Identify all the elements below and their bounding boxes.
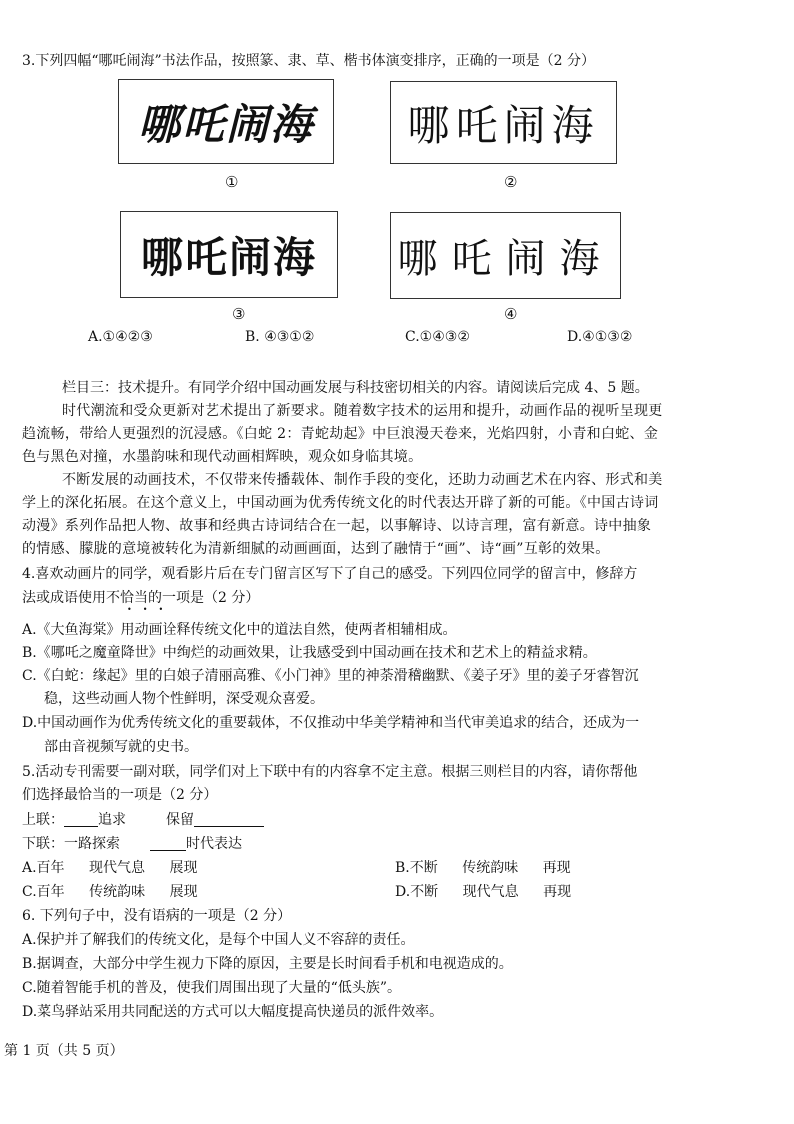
section3-intro: 栏目三：技术提升。有同学介绍中国动画发展与科技密切相关的内容。请阅读后完成 4、5 题。: [62, 380, 649, 396]
q3-option-a[interactable]: A.①④②③: [88, 329, 153, 345]
artwork-label-4: ④: [504, 305, 518, 323]
passage-p1-line1: 时代潮流和受众更新对艺术提出了新要求。随着数字技术的运用和提升，动画作品的视听呈现更: [62, 403, 663, 419]
opt-d-part3: 再现: [543, 884, 572, 900]
opt-c-part3: 展现: [169, 884, 198, 900]
calligraphy-artwork-3: [120, 211, 338, 298]
q4-option-c-line1[interactable]: C.《白蛇：缘起》里的白娘子清丽高雅、《小门神》里的神荼滑稽幽默、《姜子牙》里的姜子牙睿智沉: [22, 668, 639, 684]
opt-a-part2: 现代气息: [89, 860, 146, 876]
q5-stem-line2: 们选择最恰当的一项是（2 分）: [22, 787, 218, 803]
artwork-label-1: ①: [225, 173, 239, 191]
couplet-lower-word1: 时代表达: [186, 836, 242, 852]
couplet-upper: [22, 809, 264, 831]
passage-p2-line4: 的情感、朦胧的意境被转化为清新细腻的动画画面，达到了融情于“画”、诗“画”互彰的效果。: [22, 541, 610, 557]
q4-stem-line1: 4.喜欢动画片的同学，观看影片后在专门留言区写下了自己的感受。下列四位同学的留言中，修辞方: [22, 566, 638, 582]
q4-option-a[interactable]: A.《大鱼海棠》用动画诠释传统文化中的道法自然，使两者相辅相成。: [22, 622, 457, 638]
opt-b-part1: B.不断: [395, 860, 438, 876]
q3-option-b[interactable]: B. ④③①②: [245, 329, 315, 345]
opt-a-part3: 展现: [169, 860, 198, 876]
artwork-2-text: 哪吒闹海: [407, 100, 600, 150]
q4-option-b[interactable]: B.《哪吒之魔童降世》中绚烂的动画效果，让我感受到中国动画在技术和艺术上的精益求精。: [22, 645, 597, 661]
opt-a-part1: A.百年: [22, 860, 65, 876]
q6-option-c[interactable]: C.随着智能手机的普及，使我们周围出现了大量的“低头族”。: [22, 980, 401, 996]
opt-c-part1: C.百年: [22, 884, 65, 900]
couplet-lower-label: 下联：一路探索: [22, 836, 120, 852]
q4-option-c-line2[interactable]: 稳，这些动画人物个性鲜明，深受观众喜爱。: [44, 691, 324, 707]
couplet-upper-word1: 追求: [98, 812, 126, 828]
artwork-label-2: ②: [504, 173, 518, 191]
q4-option-d-line2[interactable]: 部由音视频写就的史书。: [44, 739, 198, 755]
q4-stem-line2: 法或成语使用不恰当的一项是（2 分）: [22, 590, 260, 606]
q6-option-b[interactable]: B.据调查，大部分中学生视力下降的原因，主要是长时间看手机和电视造成的。: [22, 956, 513, 972]
page-footer: 第 1 页（共 5 页）: [4, 1043, 124, 1059]
passage-p1-line3: 色与黑色对撞，水墨韵味和现代动画相辉映，观众如身临其境。: [22, 449, 423, 465]
q6-option-a[interactable]: A.保护并了解我们的传统文化，是每个中国人义不容辞的责任。: [22, 932, 415, 948]
artwork-3-text: 哪吒闹海: [140, 232, 317, 282]
emphasis-dots: •••: [127, 605, 175, 614]
passage-p2-line2: 学上的深化拓展。在这个意义上，中国动画为优秀传统文化的时代表达开辟了新的可能。《中国古诗词: [22, 495, 659, 511]
passage-p2-line3: 动漫》系列作品把人物、故事和经典古诗词结合在一起，以事解诗、以诗言理，富有新意。诗中抽象: [22, 518, 652, 534]
blank-3[interactable]: [150, 834, 186, 851]
calligraphy-artwork-2: [390, 81, 617, 164]
q5-option-a[interactable]: [22, 857, 197, 879]
opt-d-part1: D.不断: [395, 884, 439, 900]
q5-option-d[interactable]: [395, 881, 571, 903]
passage-p1-line2: 趋流畅，带给人更强烈的沉浸感。《白蛇 2：青蛇劫起》中巨浪漫天卷来，光焰四射，小青和白蛇、金: [22, 426, 659, 442]
q5-option-b[interactable]: [395, 857, 571, 879]
couplet-upper-label: 上联：: [22, 812, 64, 828]
artwork-1-text: 哪吒闹海: [137, 99, 314, 149]
q6-option-d[interactable]: D.菜鸟驿站采用共同配送的方式可以大幅度提高快递员的派件效率。: [22, 1004, 444, 1020]
q3-option-d[interactable]: D.④①③②: [567, 329, 633, 345]
blank-2[interactable]: [194, 810, 264, 827]
opt-b-part2: 传统韵味: [462, 860, 519, 876]
artwork-4-text: 哪吒闹海: [397, 236, 614, 282]
opt-d-part2: 现代气息: [462, 884, 519, 900]
q3-option-c[interactable]: C.①④③②: [405, 329, 470, 345]
q5-option-c[interactable]: [22, 881, 198, 903]
q4-option-d-line1[interactable]: D.中国动画作为优秀传统文化的重要载体，不仅推动中华美学精神和当代审美追求的结合，还成为一: [22, 715, 640, 731]
q3-stem: 3.下列四幅“哪吒闹海”书法作品，按照篆、隶、草、楷书体演变排序，正确的一项是（2 分）: [22, 53, 596, 69]
calligraphy-artwork-1: [118, 79, 334, 164]
opt-b-part3: 再现: [542, 860, 571, 876]
q6-stem: 6. 下列句子中，没有语病的一项是（2 分）: [22, 908, 292, 924]
calligraphy-artwork-4: [390, 212, 621, 299]
q5-stem-line1: 5.活动专刊需要一副对联，同学们对上下联中有的内容拿不定主意。根据三则栏目的内容，请你帮他: [22, 764, 638, 780]
artwork-label-3: ③: [232, 305, 246, 323]
couplet-upper-word2: 保留: [166, 812, 194, 828]
blank-1[interactable]: [64, 810, 98, 827]
passage-p2-line1: 不断发展的动画技术，不仅带来传播载体、制作手段的变化，还助力动画艺术在内容、形式和美: [62, 472, 663, 488]
opt-c-part2: 传统韵味: [89, 884, 146, 900]
couplet-lower: [22, 833, 242, 855]
